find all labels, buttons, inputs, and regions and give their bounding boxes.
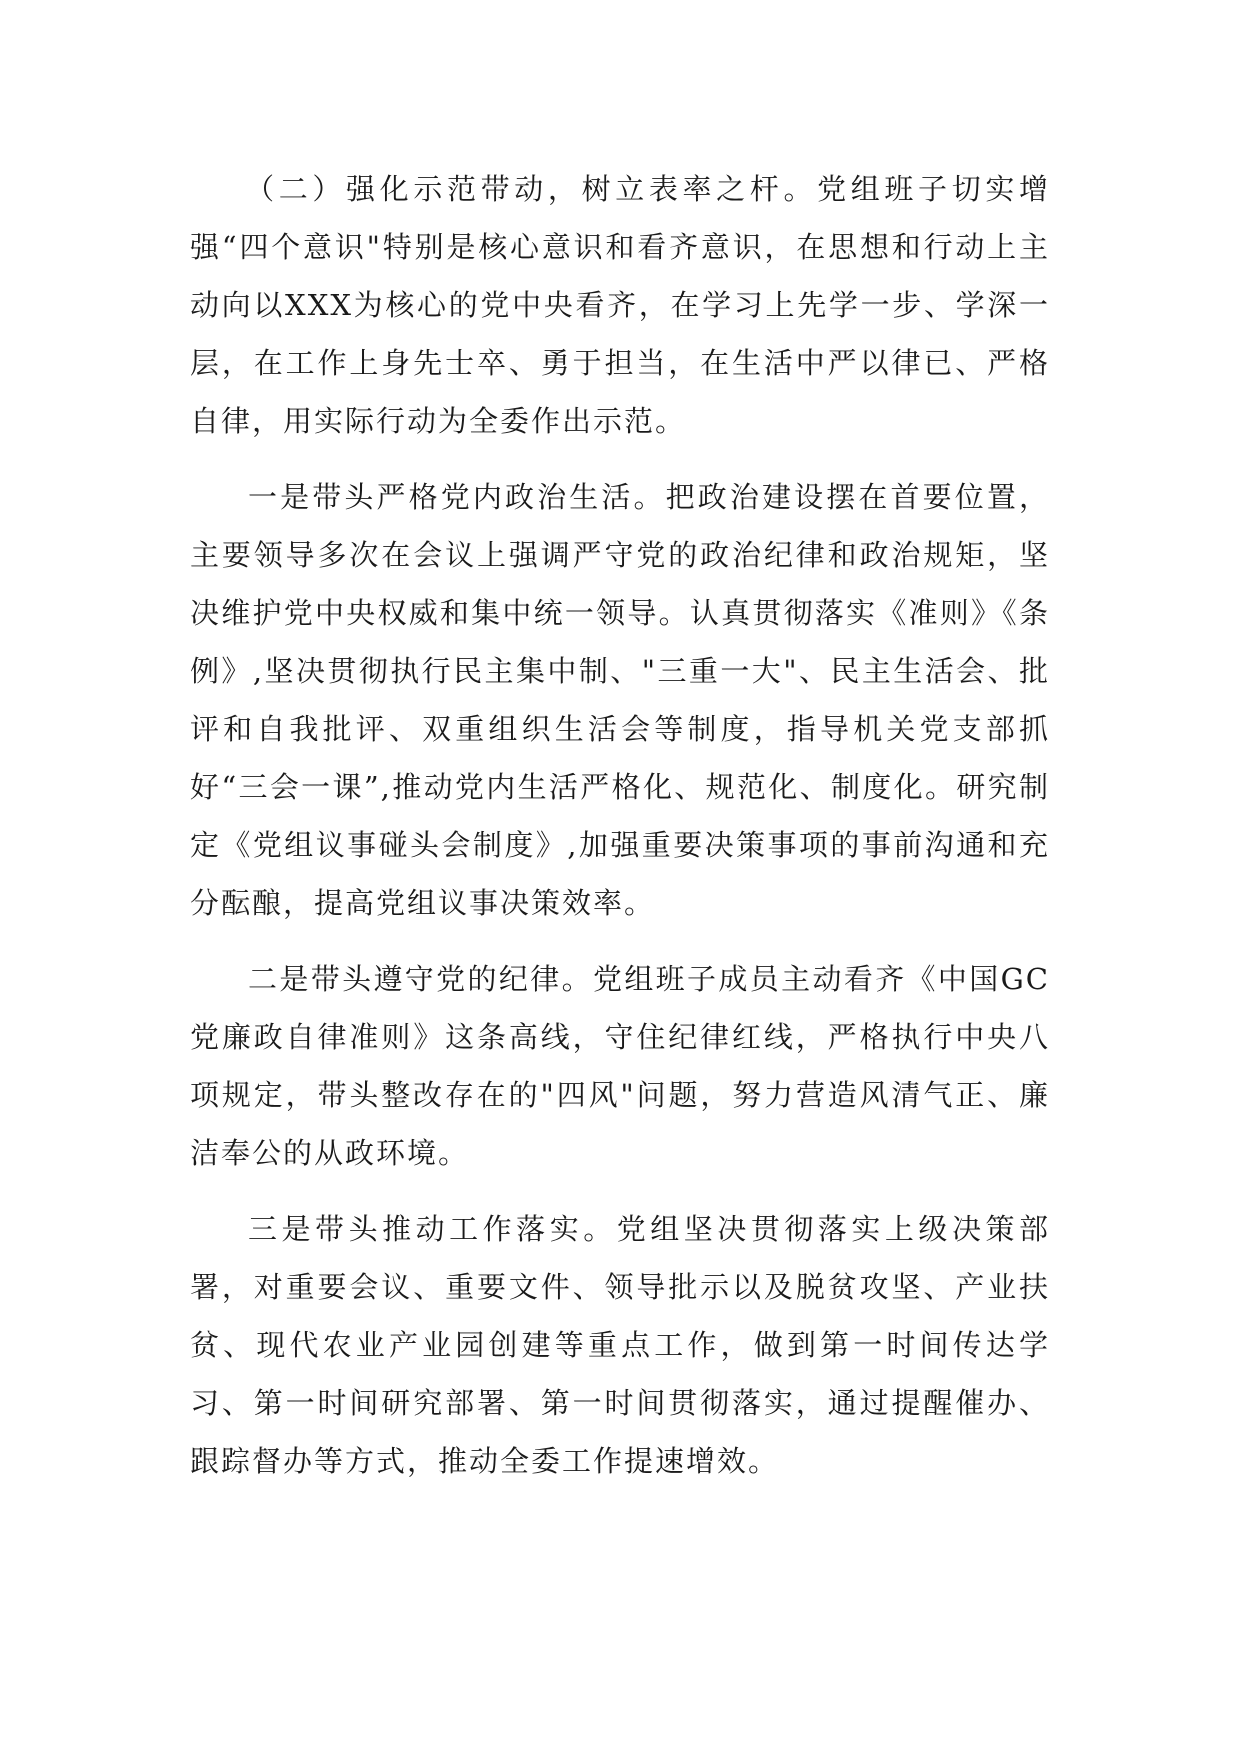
paragraph-point-three: 三是带头推动工作落实。党组坚决贯彻落实上级决策部署，对重要会议、重要文件、领导批示以及脱贫攻坚、产业扶贫、现代农业产业园创建等重点工作，做到第一时间传达学习、第一时间研究部署、第一时间贯彻落实，通过提醒催办、跟踪督办等方式，推动全委工作提速增效。 <box>190 1212 1050 1478</box>
document-body <box>190 160 1050 1508</box>
paragraph-point-one: 一是带头严格党内政治生活。把政治建设摆在首要位置，主要领导多次在会议上强调严守党的政治纪律和政治规矩，坚决维护党中央权威和集中统一领导。认真贯彻落实《准则》《条例》,坚决贯彻执行民主集中制、"三重一大"、民主生活会、批评和自我批评、双重组织生活会等制度，指导机关党支部抓好“三会一课”,推动党内生活严格化、规范化、制度化。研究制定《党组议事碰头会制度》,加强重要决策事项的事前沟通和充分酝酿，提高党组议事决策效率。 <box>190 480 1050 920</box>
paragraph-point-two: 二是带头遵守党的纪律。党组班子成员主动看齐《中国GC党廉政自律准则》这条高线，守住纪律红线，严格执行中央八项规定，带头整改存在的"四风"问题，努力营造风清气正、廉洁奉公的从政环境。 <box>190 962 1050 1170</box>
paragraph-section-two-heading: （二）强化示范带动，树立表率之杆。党组班子切实增强“四个意识"特别是核心意识和看齐意识，在思想和行动上主动向以XXX为核心的党中央看齐，在学习上先学一步、学深一层，在工作上身先士卒、勇于担当，在生活中严以律已、严格自律，用实际行动为全委作出示范。 <box>190 172 1050 438</box>
